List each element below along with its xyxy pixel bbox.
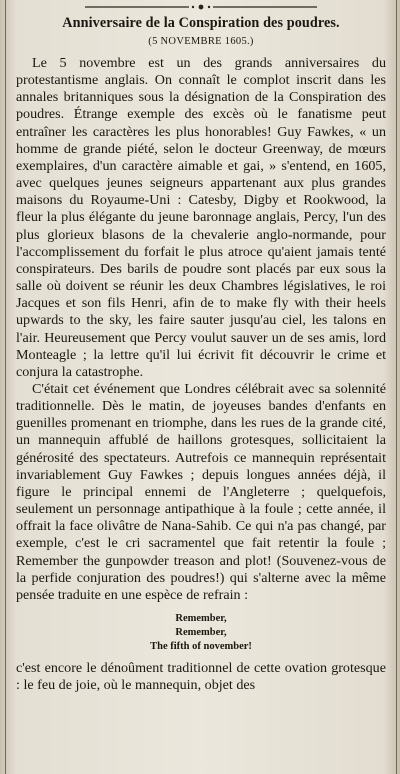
article-dateline: (5 NOVEMBRE 1605.) (148, 36, 254, 47)
closing-paragraph: c'est encore le dénoûment traditionnel de cette ovation grotesque : le feu de joie, où le mannequin, objet des (16, 660, 386, 694)
paragraph-1: Le 5 novembre est un des grands anniversaires du protestantisme anglais. On connaît le complot inscrit dans les annales britanniques sous la désignation de la Conspiration des poudres. Étrange exemple des excès où le fanatisme peut entraîner les caractères les plus honorables! Guy Fawkes, « un homme de grande piété, selon le docteur Greenway, de mœurs exemplaires, d'un caractère aimable et gai, » s'entend, en 1605, avec quelques jeunes seigneurs appartenant aux plus grandes maisons du Royaume-Uni : Catesby, Digby et Rookwood, la fleur la plus élégante du jeune baronnage anglais, Percy, l'un des plus glorieux blasons de la chevalerie anglo-normande, pour l'accomplissement du forfait le plus atroce qu'aient jamais tenté conspirateurs. Des barils de poudre sont placés par eux sous la salle où doivent se réunir les deux Chambres législatives, le roi Jacques et son fils Henri, afin de to make fly with their heels upwards to the sky, les faire sauter jusqu'au ciel, les talons en l'air. Heureusement que Percy voulut sauver un de ses amis, lord Monteagle ; la lettre qu'il lui écrivit fit découvrir le crime et conjura la catastrophe. (16, 55, 386, 380)
verse-line-3: The fifth of november! (150, 641, 252, 652)
ornament-rule (81, 0, 321, 12)
column-rule-left (5, 0, 6, 774)
refrain-verse (16, 612, 386, 654)
paragraph-2: C'était cet événement que Londres célébrait avec sa solennité traditionnelle. Dès le matin, de joyeuses bandes d'enfants en guenilles promenant en triomphe, dans les rues de la grande cité, un mannequin affublé de haillons grotesques, sollicitaient la générosité des spectateurs. Autrefois ce mannequin représentait invariablement Guy Fawkes ; depuis longues années déjà, il figure le principal ennemi de l'Angleterre ; quelquefois, seulement un personnage antipathique à la foule ; cette année, il offrait la face olivâtre de Nana-Sahib. Ce qui n'a pas changé, par exemple, c'est le cri sacramentel que fait retentir la foule ; Remember the gunpowder treason and plot! (Souvenez-vous de la perfide conjuration des poudres!) qui s'alterne avec la même pensée traduite en une espèce de refrain : (16, 380, 386, 603)
verse-line-2: Remember, (175, 627, 227, 638)
article-title: Anniversaire de la Conspiration des poudres. (62, 15, 340, 31)
verse-line-1: Remember, (175, 613, 227, 624)
column-rule-right (396, 0, 397, 774)
